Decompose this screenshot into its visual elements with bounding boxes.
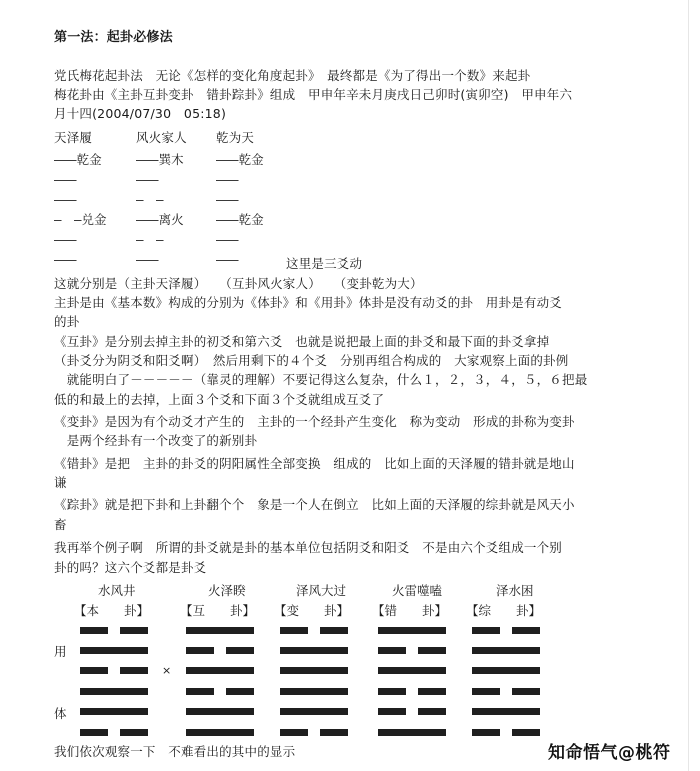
yong-side-label: 用 — [54, 644, 67, 659]
yin-line-segment — [472, 729, 500, 736]
hexagram-name: 火雷噬嗑 — [392, 583, 443, 598]
yin-line-segment — [120, 627, 148, 634]
yin-line-segment — [80, 627, 108, 634]
example-line: ——— — [216, 172, 239, 187]
yang-line — [472, 667, 540, 674]
yang-line — [280, 647, 348, 654]
hexagram-tag: 【本 卦】 — [74, 603, 150, 618]
yang-line — [378, 667, 446, 674]
example-line: ——— — [54, 172, 77, 187]
yang-line — [186, 627, 254, 634]
section-heading: 第一法：起卦必修法 — [54, 30, 173, 45]
body-line: 《互卦》是分别去掉主卦的初爻和第六爻 也就是说把最上面的卦爻和最下面的卦爻拿掉 — [54, 334, 550, 349]
body-line: （卦爻分为阴爻和阳爻啊） 然后用剩下的４个爻 分别再组合构成的 大家观察上面的卦例 — [54, 353, 569, 368]
yin-line-segment — [186, 647, 214, 654]
intro-line: 梅花卦由《主卦互卦变卦 错卦踪卦》组成 甲申年辛未月庚戌日己卯时(寅卯空) 甲申年六 — [54, 87, 573, 102]
yin-line-segment — [80, 667, 108, 674]
example-line: ——— — [136, 252, 159, 267]
hexagram-tag: 【互 卦】 — [180, 603, 256, 618]
yin-line-segment — [472, 688, 500, 695]
yang-line — [280, 667, 348, 674]
yin-line-segment — [320, 627, 348, 634]
example-line: ——— — [54, 192, 77, 207]
yin-line-segment — [418, 688, 446, 695]
example-line: — — — [136, 232, 164, 247]
cross-mark: × — [162, 664, 172, 677]
body-line: 卦的吗？这六个爻都是卦爻 — [54, 560, 207, 575]
example-line: ——— — [136, 172, 159, 187]
hexagram-tag: 【综 卦】 — [466, 603, 542, 618]
yin-line-segment — [280, 627, 308, 634]
yin-line-segment — [226, 688, 254, 695]
yang-line — [472, 708, 540, 715]
yang-line — [80, 688, 148, 695]
body-line: 是两个经卦有一个改变了的新别卦 — [54, 433, 258, 448]
yin-line-segment — [80, 729, 108, 736]
footer-text: 我们依次观察一下 不难看出的其中的显示 — [54, 744, 296, 759]
body-line: 我再举个例子啊 所谓的卦爻就是卦的基本单位包括阴爻和阳爻 不是由六个爻组成一个别 — [54, 540, 563, 555]
yin-line-segment — [120, 729, 148, 736]
example-title: 乾为天 — [216, 130, 255, 145]
yin-line-segment — [472, 627, 500, 634]
yin-line-segment — [120, 667, 148, 674]
yang-line — [378, 627, 446, 634]
hexagram-tag: 【变 卦】 — [274, 603, 350, 618]
body-line: 《变卦》是因为有个动爻才产生的 主卦的一个经卦产生变化 称为变动 形成的卦称为变卦 — [54, 414, 575, 429]
example-line: — —兑金 — [54, 212, 107, 227]
yang-line — [378, 729, 446, 736]
example-line: ——— — [216, 232, 239, 247]
body-line: 低的和最上的去掉，上面３个爻和下面３个爻就组成互爻了 — [54, 392, 385, 407]
yin-line-segment — [378, 688, 406, 695]
yang-line — [472, 647, 540, 654]
hexagram-name: 火泽睽 — [208, 583, 246, 598]
watermark-logo: 知命悟气@桃符 — [548, 743, 671, 763]
example-line: ———乾金 — [216, 152, 264, 167]
example-title: 天泽履 — [54, 130, 93, 145]
yang-line — [280, 708, 348, 715]
example-line: ———乾金 — [216, 212, 264, 227]
example-line: ——— — [216, 192, 239, 207]
example-line: ——— — [216, 252, 239, 267]
body-line: 畜 — [54, 517, 67, 532]
yang-line — [186, 667, 254, 674]
hexagram-name: 水风井 — [98, 583, 136, 598]
example-note: 这里是三爻动 — [286, 256, 363, 271]
yin-line-segment — [418, 647, 446, 654]
yin-line-segment — [512, 627, 540, 634]
intro-line: 月十四(2004/07/30 05:18) — [54, 106, 227, 121]
hexagram-name: 泽水困 — [496, 583, 534, 598]
yang-line — [280, 688, 348, 695]
ti-side-label: 体 — [54, 706, 67, 721]
yin-line-segment — [512, 729, 540, 736]
example-line: ———巽木 — [136, 152, 184, 167]
hexagram-tag: 【错 卦】 — [372, 603, 448, 618]
page-edge — [688, 0, 689, 771]
yin-line-segment — [378, 708, 406, 715]
body-line: 这就分别是（主卦天泽履） （互卦风火家人） （变卦乾为大） — [54, 276, 423, 291]
hexagram-name: 泽风大过 — [296, 583, 347, 598]
example-line: — — — [136, 192, 164, 207]
example-line: ———乾金 — [54, 152, 102, 167]
yin-line-segment — [186, 688, 214, 695]
example-title: 风火家人 — [136, 130, 187, 145]
yin-line-segment — [378, 647, 406, 654]
example-line: ——— — [54, 232, 77, 247]
body-line: 的卦 — [54, 314, 80, 329]
body-line: 就能明白了－－－－－（靠灵的理解）不要记得这么复杂，什么１，２，３，４，５，６把最 — [54, 372, 588, 387]
body-line: 《错卦》是把 主卦的卦爻的阴阳属性全部变换 组成的 比如上面的天泽履的错卦就是地山 — [54, 456, 575, 471]
yin-line-segment — [226, 647, 254, 654]
yin-line-segment — [280, 729, 308, 736]
yang-line — [186, 708, 254, 715]
example-line: ———离火 — [136, 212, 184, 227]
intro-line: 党氏梅花起卦法 无论《怎样的变化角度起卦》 最终都是《为了得出一个数》来起卦 — [54, 68, 531, 83]
yang-line — [80, 647, 148, 654]
yin-line-segment — [512, 688, 540, 695]
yin-line-segment — [418, 708, 446, 715]
yin-line-segment — [320, 729, 348, 736]
yang-line — [186, 729, 254, 736]
body-line: 谦 — [54, 475, 67, 490]
yang-line — [80, 708, 148, 715]
example-line: ——— — [54, 252, 77, 267]
body-line: 主卦是由《基本数》构成的分别为《体卦》和《用卦》体卦是没有动爻的卦 用卦是有动爻 — [54, 295, 563, 310]
body-line: 《踪卦》就是把下卦和上卦翻个个 象是一个人在倒立 比如上面的天泽履的综卦就是风天小 — [54, 497, 575, 512]
